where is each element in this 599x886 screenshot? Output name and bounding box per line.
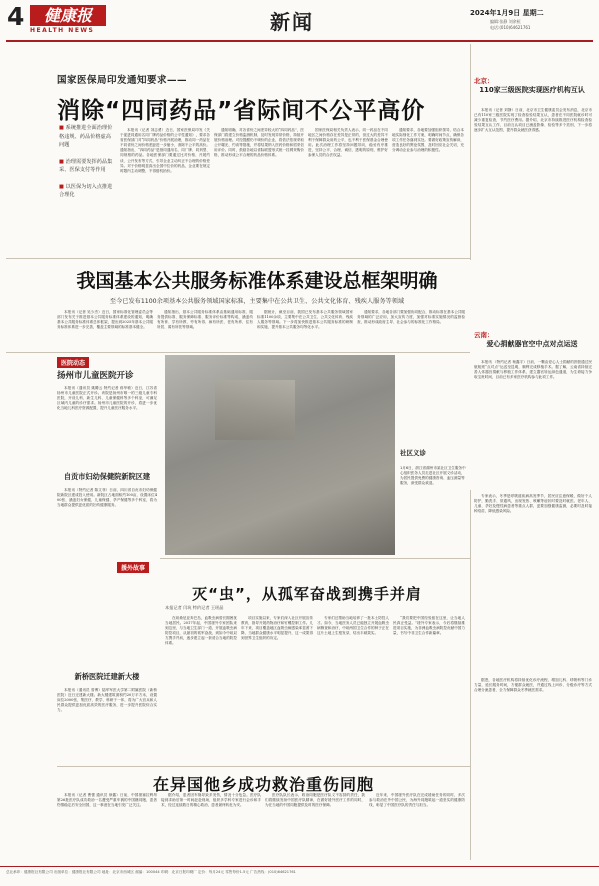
right-yunnan-place: 云南：: [474, 331, 494, 339]
feature4-headline: 在异国他乡成功救治重伤同胞: [152, 775, 374, 794]
feature2-body-col2: 通知指出，基本公共服务标准体系由基础通用标准、服务提供标准、服务保障标准、服务评价标准等构成，涵盖幼有所育、学有所教、劳有所得、病有所医、老有所养、住有所居、弱有所扶等领域。: [157, 310, 253, 330]
feature2-subheadline: 至今已发布1100余项基本公共服务领域国家标准，主要集中在公共卫生、公共文化体育、残疾人服务等领域: [109, 298, 405, 305]
sidebar-point: ■ 系统推进全面治理价格违规、药品价格虚高问题: [59, 125, 113, 148]
photo-detail: [215, 380, 295, 440]
editor-names: 编辑:张静 刘余桓: [490, 19, 521, 24]
feature1-body-col3: 国家医保局相关负责人表示，同一药品在不同地区之间价格存在差异是正常的，但过大的差异不利于保障群众用药公平，也不利于医保基金合理使用。此次治理工作将坚持问题导向，稳妥有序推进，坚持公平、合理、诚信、透明的原则，维护好参保人员的合法权益。: [308, 128, 388, 158]
sidebar-point: ■ 以医保为切入点推进合理化: [59, 183, 113, 198]
right-yunnan-body: 本报讯 （特约记者 杨鑫宇）日前，一颗由爱心人士捐献的肝脏通过民航航班“点对点”运送至昆明，顺利完成移植手术。据了解，云南省持续完善人体器官捐献与移植工作体系，建立器官转运绿色通道，为生命接力争取宝贵时间，目前已有多家医疗机构参与此项工作。: [474, 360, 592, 380]
photo-label: 社区义诊: [400, 449, 426, 457]
newspaper-logo: 健康报: [30, 5, 106, 26]
photo-caption: 1月6日，浙江省湖州市某社区卫生服务中心组织医务人员走进社区开展义诊活动，为居民提供免费的健康咨询、血压测量等服务，深受群众欢迎。: [400, 466, 466, 485]
right-bottom-body2: 据悉，各地医疗机构将持续优化诊疗流程，增加儿科、呼吸科等门诊力量，延长服务时间，方便群众就医，并通过线上问诊、分级诊疗等方式合理分流患者，全力保障群众冬季就医需求。: [474, 678, 592, 693]
aid-story-tag: 援外故事: [117, 562, 149, 573]
feature1-body-col2: 通知明确，对各省份之间差异较大的“四同药品”，医保部门将建立价格监测机制，及时发现异常价格，持续开展价格治理。对经提醒仍不调价的企业，将依法依规采取公开曝光、约谈等措施，并将结果纳入医药价格和招采信用评价。同时，鼓励各地以省际联盟形式统一挂网采购价格，推动形成公平合理的药品价格体系。: [214, 128, 304, 158]
feature3-headline: 灭“虫”，从孤军奋战到携手并肩: [192, 585, 422, 603]
editor-info: [490, 19, 530, 30]
feature3-body-col1: 在坦桑尼亚奔巴岛，血吸虫病曾长期困扰当地居民。2017年起，中国援外专家团队来到这里，与当地卫生部门一道，开展血吸虫病防控项目，从最初的孤军奋战，到如今中坦双方携手并肩，逐步建立起一套适合当地的防控体系。: [165, 616, 237, 646]
right-column-divider: [470, 44, 471, 260]
feature1-body-col4: 通知要求，各地要加强组织领导，结合本地实际细化工作方案，明确时间节点，确保各项工作任务落到实处。要做好政策宣传解读，营造良好的舆论氛围，及时回应社会关切，充分调动企业参与治理的积极性。: [392, 128, 464, 153]
feature3-body-col4: “我们要把中国经验留在这里，让当地人民真正受益。”援外专家表示，今后将继续推进项目实施，为非洲血吸虫病防控贡献中国力量，书写中非卫生合作新篇章。: [393, 616, 465, 636]
feature4-body-col1: 本报讯（记者 曹蕾 通讯员 徐鑫）日前，中国援塞拉利昂第26批医疗队成功救治一名遭受严重车祸的中国籍同胞，患者伤情稳定后安全回国，这一事迹在当地引发广泛关注。: [57, 793, 157, 808]
page-number: 4: [7, 2, 25, 31]
newspaper-logo-en: HEALTH NEWS: [30, 27, 95, 34]
feature2-body-col4: 通知要求，各地各部门要加强协同配合，推动标准在基本公共服务领域的广泛应用，加大宣传力度，加强对标准实施情况的监督检查，推动形成政府主导、社会参与的标准化工作格局。: [357, 310, 465, 325]
feature3-top-rule: [160, 558, 470, 559]
right-top-headline: 110家三级医院实现医疗机构互认: [479, 86, 585, 94]
hospital-news-body1: 本报讯（通讯员 姚腾云 特约记者 蒋华敏）近日，江苏省扬州市儿童医院正式开诊。该院是扬州市唯一的三级儿童专科医院，开设儿科、新生儿科、儿童保健科等多个科室，可满足区域内儿童的诊疗需求。扬州市儿童医院的开诊，将进一步优化当地儿科医疗资源配置，提升儿童医疗服务水平。: [57, 386, 157, 411]
feature2-top-rule: [6, 258, 470, 259]
right-top-body: 本报讯（记者 刘静）日前，北京市卫生健康委员会发布消息，北京市已有110家三级医院实现了检查检验结果互认，患者在不同医院就诊时可减少重复检查，节约医疗费用。据介绍，北京市持续推进医疗机构检查检验结果互认工作，目前互认项目已涵盖影像、检验等多个类别，下一步将逐步扩大互认范围，提升群众就医获得感。: [474, 108, 592, 133]
feature4-body-col4: 近年来，中国援外医疗队在完成援助任务的同时，多次参与救治在外中国公民，为海外同胞筑起一道坚实的健康防线，彰显了中国医疗队的责任与担当。: [369, 793, 465, 808]
feature3-body-col2: 项目实施以来，专家们深入社区开展宣传教育，指导开展药物治疗和钉螺控制工作。几年下来，项目覆盖地区血吸虫病感染率显著下降，当地群众健康水平明显提升，这一成果得到世界卫生组织的肯定。: [241, 616, 313, 641]
feature1-sidebar: [57, 124, 115, 208]
feature2-body-col3: 据统计，截至目前，我国已发布基本公共服务领域国家标准1100余项，主要集中在公共卫生、公共文化体育、残疾人服务等领域。下一步将加快推进基本公共服务标准的研制和实施，提升基本公共服务均等化水平。: [257, 310, 353, 330]
right-bottom-divider: [470, 490, 471, 860]
feature4-top-rule: [57, 766, 470, 767]
feature1-body-col1: 本报讯（记者 刘志勇）近日，国家医保局印发《关于促进同通用名同厂牌药品价格的公平性通知》，要求各省医保部门对“四同药品”价格开展治理，推动同一药品在不同省份之间价格差距进一步缩小，消除不公平的高价。通知指出，“四同药品”是指同通用名、同厂牌、同剂型、同规格的药品。各地医保部门要通过比对价格、开展约谈、公开发布等方式，引导企业主动纠正不合理的价格差异。对于价格明显高出全国中位价的药品，企业要在规定时限内主动调整，不得借机抬价。: [120, 128, 210, 173]
mid-section-rule: [6, 352, 470, 353]
hospital-news-tag: 医院动态: [57, 357, 89, 368]
right-bottom-body1: 专家表示，冬季是呼吸道疾病高发季节，居民应注意保暖，做好个人防护，勤洗手、常通风，出现发热、咳嗽等症状时要及时就医。老年人、儿童、孕妇及慢性病患者等重点人群，更要加强健康监测，必要时及时接种疫苗，降低感染风险。: [474, 494, 592, 514]
masthead-rule: [6, 40, 593, 42]
hospital-news-headline3: 新桥医院迁建新大楼: [74, 672, 140, 681]
sidebar-point: ■ 治理需要发挥药品集采、医保支付等作用: [59, 158, 113, 173]
feature2-body-col1: 本报讯（记者 吴少杰）近日，国家标准化管理委员会等部门发布关于推进基本公共服务标准体系建设的通知，明确基本公共服务标准体系总体框架，提出到2025年基本公共服务标准体系进一步完善，覆盖主要领域的标准基本健全。: [57, 310, 153, 330]
right-yunnan-headline: 爱心捐献器官空中点对点运送: [486, 340, 578, 348]
hospital-news-body2: 本报讯（特约记者 陈文菲）日前，四川省自贡市妇幼保健院新院区建成投入使用。新院区占地面积约100亩，设置床位400张，涵盖妇女保健、儿童保健、孕产保健等多个科室，将为当地群众提供更优质的妇幼健康服务。: [57, 488, 157, 508]
right-top-place: 北京：: [474, 77, 494, 85]
feature4-body-col3: 医疗队队长表示，救治同胞是医疗队义不容辞的责任，我们将继续发扬中国医疗队精神，在做好援外医疗工作的同时，为在当地的中国同胞提供及时的医疗保障。: [265, 793, 365, 808]
feature3-byline: 本报记者 闫筑 特约记者 王瑶晶: [165, 605, 224, 610]
hospital-news-body3: 本报讯（通讯员 曾博）陆军军医大学第二附属医院（新桥医院）近日迁建新大楼。新大楼建筑面积约20万平方米，设置床位2000张，集医疗、教学、科研于一体，将为广大官兵和人民群众提供更加优质高效的医疗服务，进一步提升医院综合实力。: [57, 688, 157, 713]
feature1-headline: 消除“四同药品”省际间不公平高价: [57, 98, 426, 124]
page-footer: 总社承印：健康报社有限公司 出版单位：健康报社有限公司 地址：北京市西城区 邮编：100044 印刷：北京日报印刷厂 定价：每月24元 零售每份1.5元 广告热线：(010)64621761: [0, 866, 599, 886]
feature3-body-col3: 专家们还帮助当地培养了一批本土防控人才。如今，当地医务人员已能独立开展血吸虫病筛查和治疗，中坦两国卫生合作的种子正在这片土地上生根发芽，结出丰硕果实。: [317, 616, 389, 636]
feature1-kicker: 国家医保局印发通知要求——: [57, 75, 188, 86]
section-title: 新闻: [270, 10, 314, 34]
hospital-news-headline1: 扬州市儿童医院开诊: [57, 371, 134, 381]
feature2-headline: 我国基本公共服务标准体系建设总框架明确: [76, 270, 438, 292]
issue-date: 2024年1月9日 星期二: [470, 9, 544, 17]
editor-phone: 电话:(010)64621761: [490, 24, 531, 30]
feature4-body-col2: 据介绍，患者因车祸导致多发伤，情况十分危急。医疗队接到求助后第一时间赶赴现场，组织多学科专家进行会诊和手术，经过连续数日的精心救治，患者最终转危为安。: [161, 793, 261, 808]
hospital-news-headline2: 自贡市妇幼保健院新院区建: [63, 472, 151, 481]
